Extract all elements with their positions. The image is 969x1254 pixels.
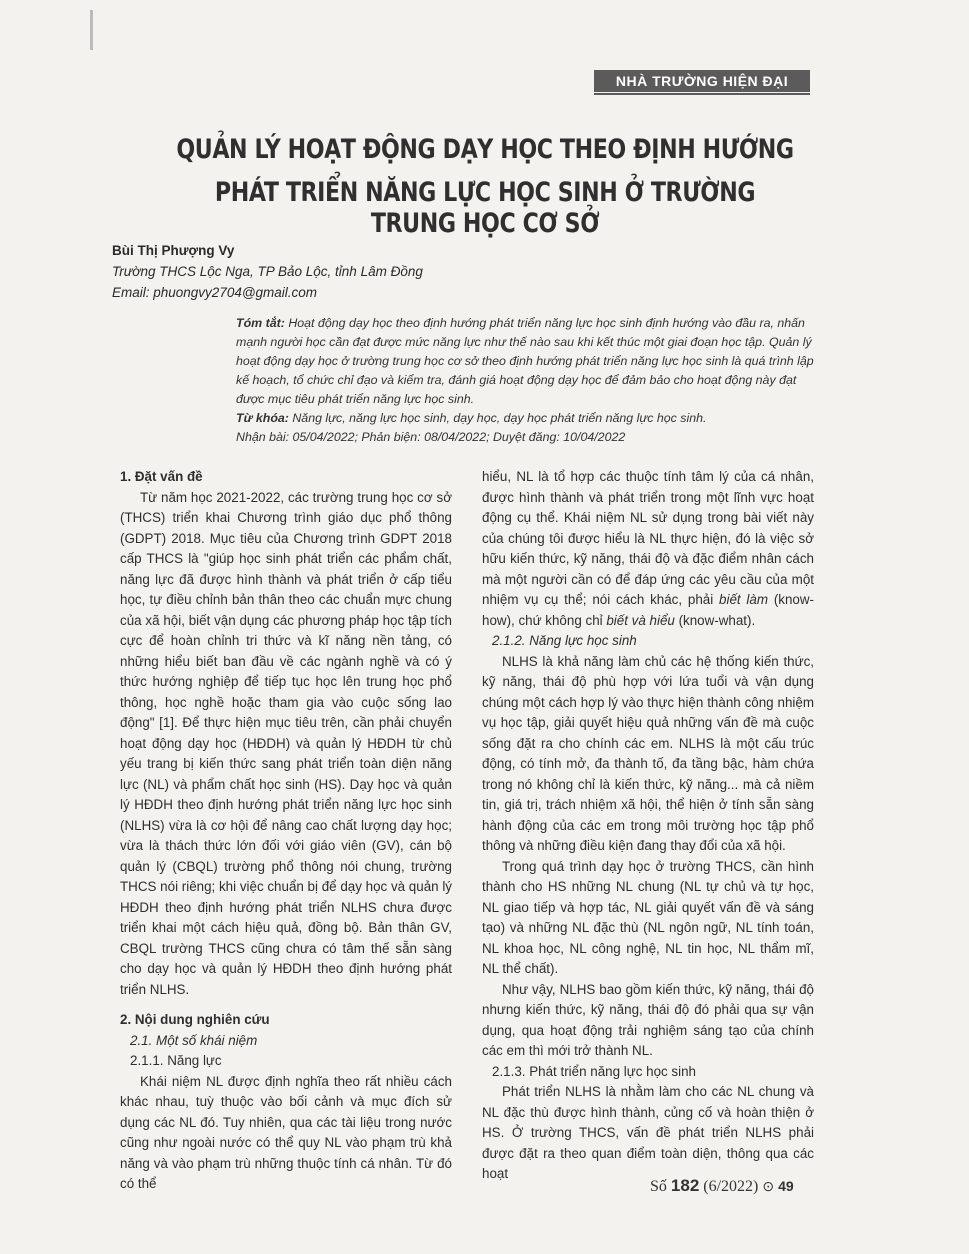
section-header-rule <box>594 93 810 95</box>
abstract <box>236 314 826 447</box>
circle-arrow-icon: ⊙ <box>762 1180 775 1195</box>
subsection-heading-2-1: 2.1. Một số khái niệm <box>130 1032 258 1048</box>
page-footer <box>650 1176 794 1196</box>
submission-dates: Nhận bài: 05/04/2022; Phản biện: 08/04/2022; Duyệt đăng: 10/04/2022 <box>236 430 626 444</box>
abstract-label: Tóm tắt: <box>236 316 285 330</box>
article-title-line-2: PHÁT TRIỂN NĂNG LỰC HỌC SINH Ở TRƯỜNG TRUNG HỌC CƠ SỞ <box>214 177 756 239</box>
paragraph: Từ năm học 2021-2022, các trường trung học cơ sở (THCS) triển khai Chương trình giáo dục phổ thông (GDPT) 2018. Mục tiêu của Chương trình GDPT 2018 cấp THCS là "giúp học sinh phát triển các phẩm chất, năng lực đã được hình thành và phát triển ở cấp tiểu học, tự điều chỉnh bản thân theo các chuẩn mực chung của xã hội, biết vận dụng các phương pháp học tập tích cực để hoàn chỉnh tri thức và kĩ năng nền tảng, có những hiểu biết ban đầu về các ngành nghề và có ý thức hướng nghiệp để tiếp tục học lên trung học phổ thông, học nghề hoặc tham gia vào cuộc sống lao động" [1]. Để thực hiện mục tiêu trên, cần phải chuyển hoạt động dạy học (HĐDH) và quản lý HĐDH từ chủ yếu trang bị kiến thức sang phát triển toàn diện năng lực (NL) và phẩm chất học sinh (HS). Dạy học và quản lý HĐDH theo định hướng phát triển năng lực học sinh (NLHS) vừa là cơ hội để nâng cao chất lượng dạy học; vừa là thách thức lớn đối với giáo viên (GV), cán bộ quản lý (CBQL) trường phổ thông nói chung, trường THCS nói riêng; khi việc chuẩn bị để dạy học và quản lý HĐDH theo định hướng phát triển NLHS chưa được triển khai một cách hiệu quả, đồng bộ. Bản thân GV, CBQL trường THCS cũng chưa có tâm thế sẵn sàng cho dạy học và quản lý HĐDH theo định hướng phát triển NLHS. <box>120 489 452 997</box>
article-title-line-1: QUẢN LÝ HOẠT ĐỘNG DẠY HỌC THEO ĐỊNH HƯỚNG <box>176 134 794 165</box>
page-number: 49 <box>778 1178 794 1194</box>
author-email: Email: phuongvy2704@gmail.com <box>112 285 318 300</box>
subsection-heading-2-1-2: 2.1.2. Năng lực học sinh <box>492 633 637 648</box>
keywords-text: Năng lực, năng lực học sinh, dạy học, dạy học phát triển năng lực học sinh. <box>288 411 707 425</box>
paragraph: Phát triển NLHS là nhằm làm cho các NL chung và NL đặc thù được hình thành, củng cố và hoàn thiện ở HS. Ở trường THCS, vấn đề phát triển NLHS phải được đặt ra theo quan điểm toàn diện, thông qua các hoạt <box>482 1084 814 1181</box>
keywords <box>236 409 826 428</box>
subsection-heading-2-1-3: 2.1.3. Phát triển năng lực học sinh <box>492 1063 696 1079</box>
paragraph-text: hiểu, NL là tổ hợp các thuộc tính tâm lý của cá nhân, được hình thành và phát triển trong một lĩnh vực hoạt động cụ thể. Khái niệm NL sử dụng trong bài viết này của chúng tôi được hiểu là NL thực hiện, đó là việc sở hữu kiến thức, kỹ năng, thái độ và đặc điểm nhân cách mà một người cần có để đáp ứng các yêu cầu của một nhiệm vụ cụ thể; nói cách khác, phải <box>482 469 814 607</box>
keywords-label: Từ khóa: <box>236 411 289 425</box>
issue-prefix: Số <box>650 1178 671 1195</box>
subsection-heading-2-1-1: 2.1.1. Năng lực <box>130 1053 222 1068</box>
scan-edge-mark <box>90 10 93 50</box>
author-name: Bùi Thị Phượng Vy <box>112 243 235 258</box>
right-column <box>482 467 814 1185</box>
author-affiliation: Trường THCS Lộc Nga, TP Bảo Lộc, tỉnh Lâm Đồng <box>112 264 423 279</box>
paragraph-text: (know-how), chứ không chỉ <box>482 592 815 628</box>
section-heading-2: 2. Nội dung nghiên cứu <box>120 1012 270 1027</box>
emphasis: biết làm <box>719 592 769 607</box>
section-header: NHÀ TRƯỜNG HIỆN ĐẠI <box>594 70 810 92</box>
issue-number: 182 <box>670 1176 700 1195</box>
paragraph <box>482 467 814 631</box>
paragraph: Khái niệm NL được định nghĩa theo rất nhiều cách khác nhau, tuỳ thuộc vào bối cảnh và mục đích sử dụng các NL đó. Tuy nhiên, qua các tài liệu trong nước cũng như ngoài nước có thể quy NL vào phạm trù khả năng và vào phạm trù những thuộc tính cá nhân. Từ đó có thể <box>120 1073 452 1191</box>
abstract-text: Hoạt động dạy học theo định hướng phát triển năng lực học sinh định hướng vào đầu ra, nhấn mạnh người học cần đạt được mức năng lực như thế nào sau khi kết thúc một giai đoạn học tập. Quản lý hoạt động dạy học ở trường trung học cơ sở theo định hướng phát triển năng lực học sinh là quá trình lập kế hoạch, tổ chức chỉ đạo và kiểm tra, đánh giá hoạt động dạy học để đảm bảo cho hoạt động này đạt được mục tiêu phát triển năng lực học sinh. <box>236 316 814 406</box>
emphasis: biết và hiểu <box>606 612 675 628</box>
paragraph: Trong quá trình dạy học ở trường THCS, cần hình thành cho HS những NL chung (NL tự chủ và tự học, NL giao tiếp và hợp tác, NL giải quyết vấn đề và sáng tạo) và những NL đặc thù (NL ngôn ngữ, NL tính toán, NL khoa học, NL công nghệ, NL tin học, NL thẩm mĩ, NL thể chất). <box>482 858 814 976</box>
section-heading-1: 1. Đặt vấn đề <box>120 469 203 484</box>
left-column <box>120 467 452 1195</box>
paragraph: NLHS là khả năng làm chủ các hệ thống kiến thức, kỹ năng, thái độ phù hợp với lứa tuổi và vận dụng chúng một cách hợp lý vào thực hiện thành công nhiệm vụ học tập, giải quyết hiệu quả những vấn đề mà cuộc sống đặt ra cho chính các em. NLHS là một cấu trúc động, có tính mở, đa thành tố, đa tầng bậc, hàm chứa trong nó không chỉ là kiến thức, kỹ năng... mà cả niềm tin, giá trị, trách nhiệm xã hội, thể hiện ở tính sẵn sàng hành động của các em trong môi trường học tập phổ thông và những điều kiện đang thay đổi của xã hội. <box>482 653 814 853</box>
issue-date: (6/2022) <box>699 1178 763 1195</box>
abstract-body <box>236 314 826 409</box>
paragraph-text: (know-what). <box>674 612 756 628</box>
author-block <box>112 240 423 303</box>
paragraph: Như vậy, NLHS bao gồm kiến thức, kỹ năng, thái độ nhưng kiến thức, kỹ năng, thái độ đó phải qua sự vận dụng, qua hoạt động trải nghiệm sáng tạo của chính các em thì mới trở thành NL. <box>482 981 814 1058</box>
